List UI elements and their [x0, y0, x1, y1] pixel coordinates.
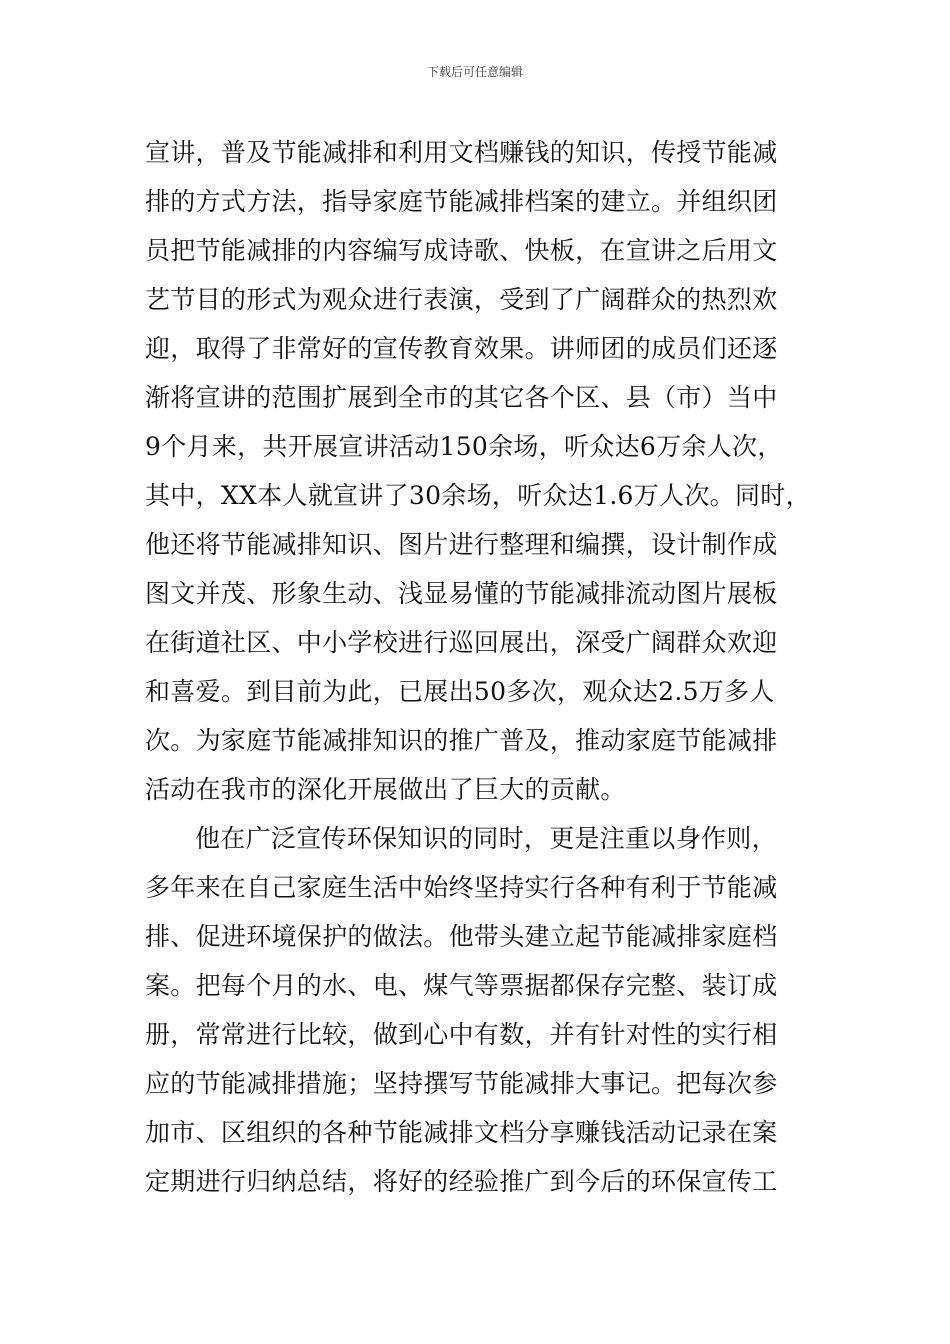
text-line: 活动在我市的深化开展做出了巨大的贡献。 — [145, 775, 626, 804]
text-line: 其中，XX本人就宣讲了30余场，听众达1.6万人次。同时， — [145, 481, 811, 510]
text-line: 多年来在自己家庭生活中始终坚持实行各种有利于节能减 — [145, 873, 778, 902]
paragraph-2 — [145, 814, 825, 1206]
text-line: 宣讲，普及节能减排和利用文档赚钱的知识，传授节能减 — [145, 138, 778, 167]
text-line: 他还将节能减排知识、图片进行整理和编撰，设计制作成 — [145, 530, 778, 559]
text-line: 排、促进环境保护的做法。他带头建立起节能减排家庭档 — [145, 922, 778, 951]
text-line: 图文并茂、形象生动、浅显易懂的节能减排流动图片展板 — [145, 579, 778, 608]
text-line: 渐将宣讲的范围扩展到全市的其它各个区、县（市）当中 — [145, 383, 778, 412]
text-line: 应的节能减排措施；坚持撰写节能减排大事记。把每次参 — [145, 1069, 778, 1098]
text-line: 艺节目的形式为观众进行表演，受到了广阔群众的热烈欢 — [145, 285, 778, 314]
text-line: 排的方式方法，指导家庭节能减排档案的建立。并组织团 — [145, 187, 778, 216]
text-line: 员把节能减排的内容编写成诗歌、快板，在宣讲之后用文 — [145, 236, 778, 265]
document-body — [145, 128, 825, 1206]
text-line: 迎，取得了非常好的宣传教育效果。讲师团的成员们还逐 — [145, 334, 778, 363]
text-line: 册，常常进行比较，做到心中有数，并有针对性的实行相 — [145, 1020, 778, 1049]
text-line: 定期进行归纳总结，将好的经验推广到今后的环保宣传工 — [145, 1167, 778, 1196]
text-line: 加市、区组织的各种节能减排文档分享赚钱活动记录在案 — [145, 1118, 778, 1147]
text-line: 9个月来，共开展宣讲活动150余场，听众达6万余人次， — [145, 432, 783, 461]
text-line: 和喜爱。到目前为此，已展出50多次，观众达2.5万多人 — [145, 677, 775, 706]
page-header: 下载后可任意编辑 — [426, 65, 523, 79]
text-line: 案。把每个月的水、电、煤气等票据都保存完整、装订成 — [145, 971, 778, 1000]
paragraph-1 — [145, 128, 825, 814]
text-line: 他在广泛宣传环保知识的同时，更是注重以身作则， — [195, 824, 777, 853]
text-line: 在街道社区、中小学校进行巡回展出，深受广阔群众欢迎 — [145, 628, 778, 657]
text-line: 次。为家庭节能减排知识的推广普及，推动家庭节能减排 — [145, 726, 778, 755]
